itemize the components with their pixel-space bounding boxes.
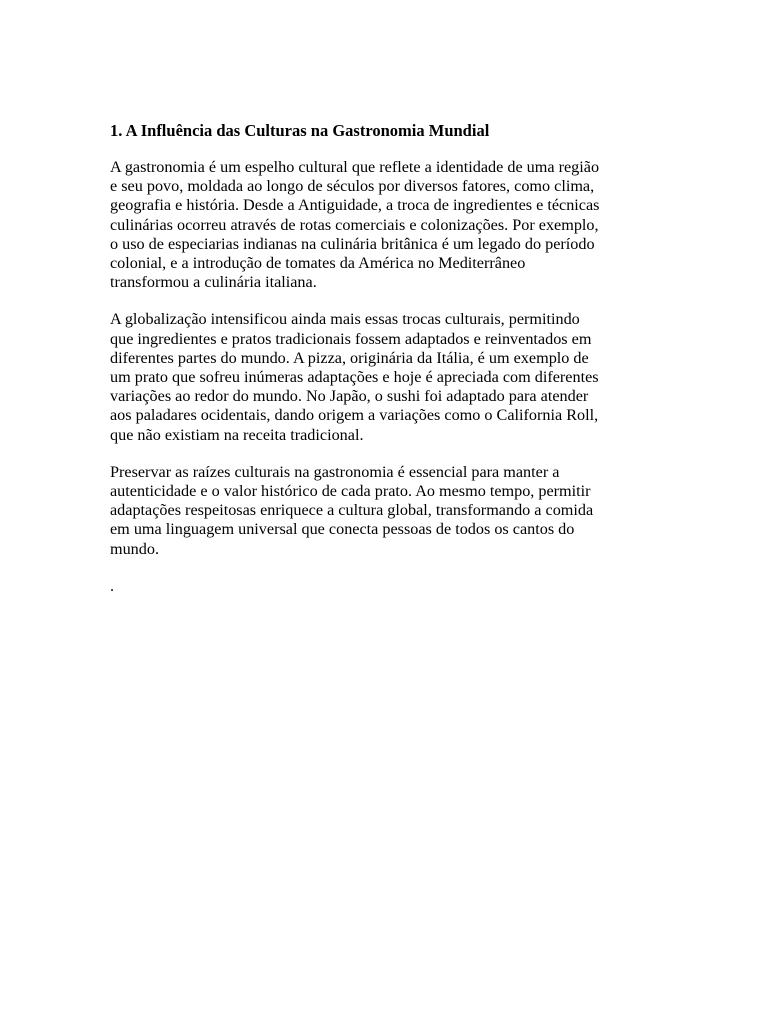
trailing-period: . [110,576,115,595]
text-line: em uma linguagem universal que conecta pessoas de todos os cantos do [110,520,575,539]
paragraph-3 [110,463,660,559]
text-line: mundo. [110,539,160,558]
text-line: geografia e história. Desde a Antiguidade, a troca de ingredientes e técnicas [110,196,600,215]
text-line: culinárias ocorreu através de rotas comerciais e colonizações. Por exemplo, [110,215,599,234]
paragraph-1 [110,158,660,292]
text-line: um prato que sofreu inúmeras adaptações e hoje é apreciada com diferentes [110,368,599,387]
text-line: colonial, e a introdução de tomates da América no Mediterrâneo [110,254,526,273]
text-line: aos paladares ocidentais, dando origem a variações como o California Roll, [110,406,599,425]
text-line: o uso de especiarias indianas na culinária britânica é um legado do período [110,234,595,253]
text-line: diferentes partes do mundo. A pizza, originária da Itália, é um exemplo de [110,348,589,367]
text-line: A gastronomia é um espelho cultural que reflete a identidade de uma região [110,158,600,176]
text-line: A globalização intensificou ainda mais essas trocas culturais, permitindo [110,310,580,329]
text-line: que ingredientes e pratos tradicionais fossem adaptados e reinventados em [110,329,592,348]
document-page [110,121,660,596]
text-line: transformou a culinária italiana. [110,273,317,292]
text-line: autenticidade e o valor histórico de cada prato. Ao mesmo tempo, permitir [110,482,591,501]
text-line: e seu povo, moldada ao longo de séculos por diversos fatores, como clima, [110,177,595,196]
text-line: que não existiam na receita tradicional. [110,425,364,444]
text-line: variações ao redor do mundo. No Japão, o sushi foi adaptado para atender [110,387,589,406]
text-line: Preservar as raízes culturais na gastronomia é essencial para manter a [110,462,560,481]
text-line: adaptações respeitosas enriquece a cultura global, transformando a comida [110,501,594,520]
paragraph-2 [110,310,660,444]
section-heading: 1. A Influência das Culturas na Gastronomia Mundial [110,121,490,140]
